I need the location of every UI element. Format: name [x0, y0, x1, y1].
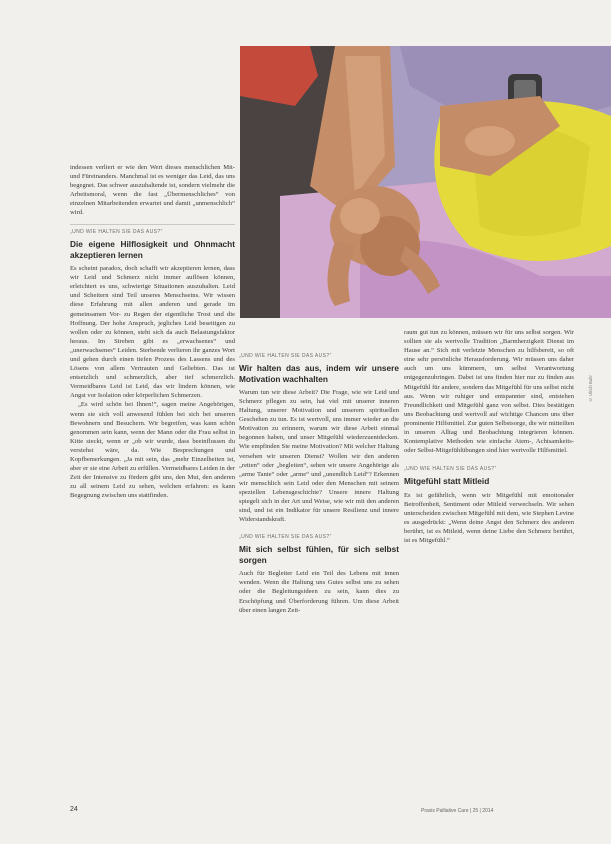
page-number: 24 — [70, 806, 78, 813]
column-1 — [70, 163, 235, 501]
section-heading: Wir halten das aus, indem wir unsere Motivation wachhalten — [239, 363, 399, 384]
section-kicker: „UND WIE HALTEN SIE DAS AUS?“ — [239, 534, 332, 541]
body-paragraph: Warum tun wir diese Arbeit? Die Frage, wie wir Leid und Schmerz pflegen zu sein, hat viel mit unserer inneren Haltung, unserer Motivation und unserem spirituellen Geschehen zu tun. Es ist wertvoll, uns immer wieder an die Motivation zu erinnern, warum wir diese Arbeit einmal begonnen haben, und unser Mitgefühl wiederzuentdecken. Wie empfinden Sie meine Motivation? Mit welcher Haltung versehen wir unseren Dienst? Wollen wir den anderen „retten“ oder „begleiten“, sehen wir unsere Angehörige als „arme Tante“ oder „arme“ und „unendlich Leid“? Erkennen wir menschlich sein Leid oder den Menschen mit seinem speziellen Lebensgeschichte? Unsere innere Haltung spiegelt sich in der Art und Weise, wie wir mit den anderen sind, und ist ein Indikator für unsere Resilienz und innere Widerstandskraft. — [239, 388, 399, 524]
footer-text: Praxis Palliative Care | 25 | 2014 — [421, 808, 494, 814]
section-kicker: „UND WIE HALTEN SIE DAS AUS?“ — [70, 229, 163, 236]
body-paragraph: Auch für Begleiter Leid ein Teil des Lebens mit innen wenden. Wenn die Haltung uns Gutes selbst uns zu sehen oder die Begleitungsideen zu sein, kann dies zu Erschöpfung und Überforderung führen. Um diese Arbeit über einen langen Zeit- — [239, 570, 399, 614]
section-heading: Mit sich selbst fühlen, für sich selbst sorgen — [239, 544, 399, 565]
body-paragraph: Es ist gefährlich, wenn wir Mitgefühl mit emotionaler Betroffenheit, Sentiment oder Mitleid verwechseln. Wir sehen unterscheiden zwischen Mitgefühl mit dem, wie Stephen Levine es ausgedrückt: „Wenn deine Angst den Schmerz des anderen berührt, ist es Mitleid, wenn deine Liebe den Schmerz berührt, ist es Mitgefühl.“ — [404, 491, 574, 545]
body-paragraph: Es scheint paradox, doch schafft wir akzeptieren lernen, dass wir Leid und Schmerz nicht immer auflösen können, erleichtert es uns, schwierige Situationen auszuhalten. Leid und Scheitern sind Teil unseres Menschseins. Wir wissen diese Erfahrung mit allen anderen und gerade im gemeinsamen Vor- zu Regen der eigentliche Trost und die Hoffnung. Der hohe Anspruch, jegliches Leid beseitigen zu wollen oder zu können, steht sich da auch Belastungsfaktor heraus. Im Streben gibt es „erwachsenes“ und „unerwachsenes“ Leiden. Sterbende verlieren ihr ganzes Wort und gehen durch einen tiefen Prozess des Lassens und des Lösens von allem Vertrauten und Geliebten. Das ist entsetzlich und schmerzlich, aber tief schmerzlich. Vermeidbares Leid ist Leid, das wir lindern können, wie Angst vor Isolation oder körperlichen Schmerzen. — [70, 265, 235, 400]
section-kicker: „UND WIE HALTEN SIE DAS AUS?“ — [404, 466, 497, 473]
intro-paragraph: indessen verliert er wie den Wert dieses menschlichen Mit- und Füreinanders. Manchmal ist es weniger das Leid, das uns begegnet. Das schwer auszuhaltende ist, sondern vielmehr die Arbeitsmoral, wenn die fast „Übermenschliches“ von einzelnen Mitarbeitenden erwartet und damit „unmenschlich“ wird. — [70, 164, 235, 217]
divider — [70, 224, 235, 225]
body-paragraph: „Es wird schön bei Ihnen!“, sagen meine Angehörigen, wenn sie sich voll anwesend fühlen bei sich bei unseren Bewohnern und Besuchern. Wir begreifen, was kann schön genommen sein kann, wenn der Mann oder die Frau selbst in Kitte steckt, wenn er „ob wir wurde, dass beeinflussen du verstehst wäre, da. Wie Besprechungen und Kopfbemerkungen. „Ja mit sein, das „mehr Einzelheiten ist, aber er sie eine Arbeit zu erfüllen. Vermeidbares Leiden in der Zeit der Intensive zu fördern gibt uns, den Mut, den anderen zu all seinem Leid zu sehen, welchen erfahren: es kann Begegnung zwischen uns stattfinden. — [70, 401, 235, 500]
body-paragraph: raum gut tun zu können, müssen wir für uns selbst sorgen. Wir sollten sie als wertvolle Tradition „Barmherzigkeit Dienst im Hause an.“ Sich mit verletzte Menschen zu hilfsbereit, so oft eine sehr persönliche Herausforderung. Wir müssen uns daher auch um uns kümmern, um selbst Verantwortung entgegenzubringen. Dabei ist uns finden hier nur zu finden aus Mitgefühl für andere, sondern das Mitgefühl für uns selbst nicht aus. Wenn wir ruhiger und entspannter sind, entstehen Freundlichkeit und Mitgefühl ganz von selbst. Dies bestätigen uns Beobachtung und wertvoll auf wichtige Chancen uns über prominente Hilfsmittel. Zur guten Selbstsorge, die wir mitteilten in unseren Alltag und Beobachtung integrieren können. Kontemplative Methoden wie einfache Atem-, Achtsamkeits- oder Selbst-Mitgefühlübungen sind hier wertvolle Hilfsmittel. — [404, 329, 575, 455]
column-3 — [404, 328, 574, 545]
section-heading: Die eigene Hilflosigkeit und Ohnmacht akzeptieren lernen — [70, 239, 235, 260]
section-kicker: „UND WIE HALTEN SIE DAS AUS?“ — [239, 353, 332, 359]
column-2 — [239, 352, 399, 615]
section-heading: Mitgefühl statt Mitleid — [404, 476, 490, 487]
hands-photo — [240, 46, 611, 318]
photo-credit: © Ulrich Buhr — [588, 375, 593, 402]
